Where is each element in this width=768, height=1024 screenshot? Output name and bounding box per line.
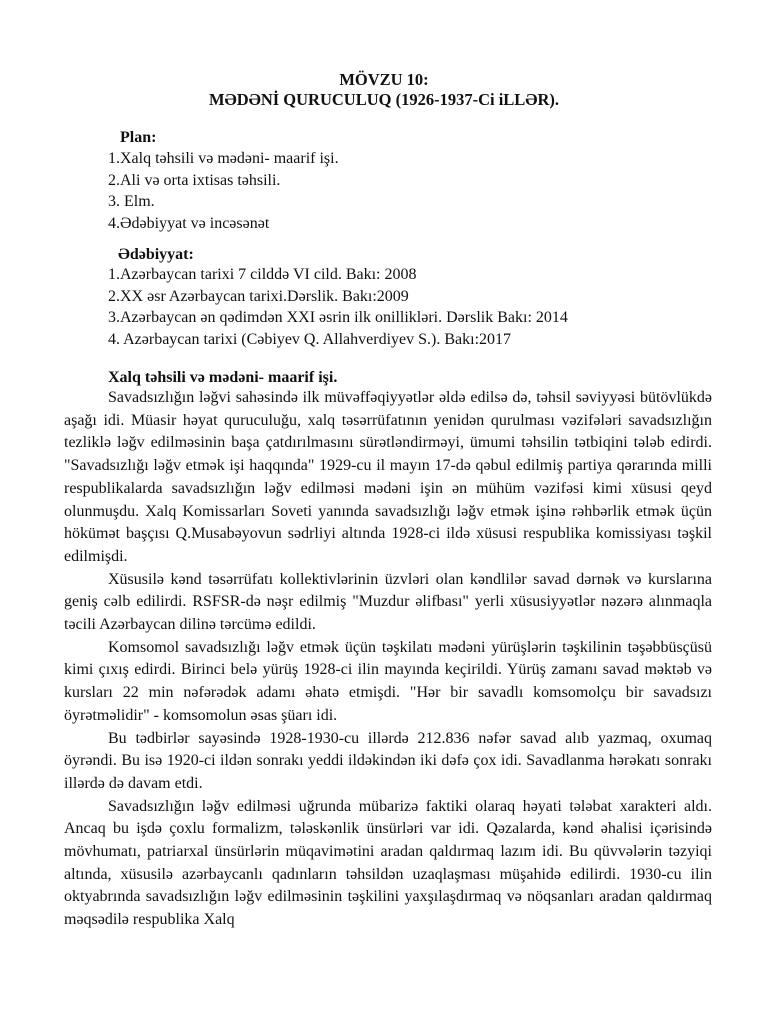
literature-item: 2.XX əsr Azərbaycan tarixi.Dərslik. Bakı:2009 — [108, 287, 409, 305]
page-title: MƏDƏNİ QURUCULUQ (1926-1937-Ci iLLƏR). — [208, 90, 560, 109]
plan-list — [108, 148, 339, 234]
body-text — [64, 387, 712, 932]
title-block — [0, 70, 768, 110]
literature-item: 4. Azərbaycan tarixi (Cəbiyev Q. Allahverdiyev S.). Bakı:2017 — [108, 330, 512, 348]
plan-item: 3. Elm. — [108, 193, 155, 210]
paragraph: Komsomol savadsızlığı ləğv etmək üçün təşkilatı mədəni yürüşlərin təşkilinin təşəbbüsçüsü kimi çıxış edirdi. Birinci belə yürüş 1928-ci ilin mayında keçirildi. Yürüş zamanı savad məktəb və kursları 22 min nəfərədək adamı əhatə etmişdi. "Hər bir savadlı komsomolçu bir savadsızı öyrətməlidir" - komsomolun əsas şüarı idi. — [64, 638, 712, 724]
literature-list — [108, 264, 568, 350]
plan-item: 4.Ədəbiyyat və incəsənət — [108, 214, 270, 232]
paragraph: Savadsızlığın ləğv edilməsi uğrunda mübarizə faktiki olaraq həyati tələbat xarakteri aldı. Ancaq bu işdə çoxlu formalizm, tələskənlik ünsürləri var idi. Qəzalarda, kənd əhalisi içərisində mövhumatı, patriarxal ünsürlərin müqavimətini aradan qaldırmaq lazım idi. Bu qüvvələrin təzyiqi altında, xüsusilə azərbaycanlı qadınların təhsildən uzaqlaşması müşahidə edilirdi. 1930-cu ilin oktyabrında savadsızlığın ləğv edilməsinin təşkilini yaxşılaşdırmaq və nöqsanları aradan qaldırmaq məqsədilə respublika Xalq — [64, 797, 712, 929]
literature-heading: Ədəbiyyat: — [118, 246, 194, 263]
plan-item: 1.Xalq təhsili və mədəni- maarif işi. — [108, 150, 339, 167]
paragraph: Xüsusilə kənd təsərrüfatı kollektivlərinin üzvləri olan kəndlilər savad dərnək və kurslarına geniş cəlb edilirdi. RSFSR-də nəşr edilmiş "Muzdur əlifbası" yerli xüsusiyyətlər nəzərə alınmaqla təcili Azərbaycan dilinə tərcümə edildi. — [64, 570, 712, 634]
paragraph: Bu tədbirlər sayəsində 1928-1930-cu illərdə 212.836 nəfər savad alıb yazmaq, oxumaq öyrəndi. Bu isə 1920-ci ildən sonrakı yeddi ildəkindən iki dəfə çox idi. Savadlanma hərəkatı sonrakı illərdə də davam etdi. — [64, 729, 712, 792]
paragraph: Savadsızlığın ləğvi sahəsində ilk müvəffəqiyyətlər əldə edilsə də, təhsil səviyyəsi bütövlükdə aşağı idi. Müasir həyat quruculuğu, xalq təsərrüfatının yenidən qurulması vəzifələri savadsızlığın tezliklə ləğv edilməsinin başa çatdırılmasını sürətləndirməyi, ümumi təhsilin tətbiqini tələb edirdi. "Savadsızlığı ləğv etmək işi haqqında" 1929-cu il mayın 17-də qəbul edilmiş partiya qərarında milli respublikalarda savadsızlığın ləğv edilməsi mədəni işin ən mühüm vəzifəsi kimi xüsusi qeyd olunmuşdu. Xalq Komissarları Soveti yanında savadsızlığı ləğv etmək işinə rəhbərlik etmək üçün hökümət başçısı Q.Musabəyovun sədrliyi altında 1928-ci ildə xüsusi respublika komissiyası təşkil edilmişdi. — [64, 389, 712, 565]
plan-heading: Plan: — [120, 129, 157, 146]
literature-item: 1.Azərbaycan tarixi 7 cilddə VI cild. Bakı: 2008 — [108, 266, 417, 283]
literature-item: 3.Azərbaycan ən qədimdən XXI əsrin ilk onillikləri. Dərslik Bakı: 2014 — [108, 309, 568, 326]
topic-number: MÖVZU 10: — [339, 70, 429, 89]
plan-item: 2.Ali və orta ixtisas təhsili. — [108, 171, 281, 189]
section-heading: Xalq təhsili və mədəni- maarif işi. — [108, 369, 338, 386]
